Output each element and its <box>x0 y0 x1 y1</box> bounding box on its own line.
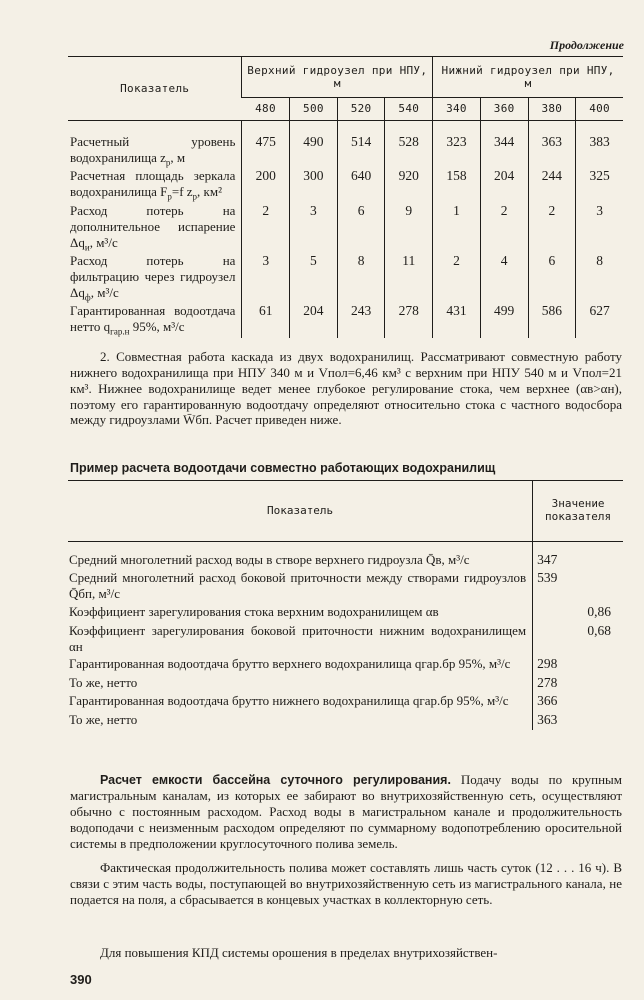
npu-value: 360 <box>480 98 528 121</box>
table-row <box>68 622 623 656</box>
row-label: Средний многолетний расход воды в створе верхнего гидроузла Q̄в, м³/с <box>69 552 470 567</box>
table-row <box>68 674 623 692</box>
row-label: Коэффициент зарегулирования стока верхним водохранилищем αв <box>69 604 439 620</box>
cell-value: 2 <box>242 203 290 253</box>
cell-value: 640 <box>337 168 385 202</box>
paragraph-cascade: 2. Совместная работа каскада из двух водохранилищ. Рассматривают совместную работу нижнего водохранилища при НПУ 340 м и Vпол=6,46 км³ с верхним при НПУ 540 м и Vпол=21 км³. Нижнее водохранилище ведет менее глубокое регулирование стока, чем верхнее (αв>αн), поэтому его гарантированную водоотдачу определяют относительно стока с частного водосбора между гидроузлами W̄бп. Расчет приведен ниже. <box>70 349 622 428</box>
cell-value: 11 <box>385 253 433 303</box>
table-row <box>68 603 623 621</box>
table2-header-value: Значение показателя <box>533 481 623 542</box>
cell-value: 8 <box>337 253 385 303</box>
cell-value: 1 <box>433 203 481 253</box>
table-row <box>68 121 623 169</box>
row-label: То же, нетто <box>69 674 138 690</box>
cell-value: 586 <box>528 303 576 337</box>
table-row <box>68 203 623 253</box>
row-value: 366 <box>533 692 623 710</box>
cell-value: 2 <box>528 203 576 253</box>
row-label: Гарантированная водоотдача нетто $q_{гар.н}$ 95%, м³/с <box>70 303 236 337</box>
cell-value: 158 <box>433 168 481 202</box>
table-row <box>68 569 623 603</box>
row-label: Гарантированная водоотдача брутто нижнего водохранилища qгар.бр 95%, м³/с <box>69 693 509 709</box>
cell-value: 6 <box>337 203 385 253</box>
table-row <box>68 542 623 570</box>
row-label: Гарантированная водоотдача брутто верхнего водохранилища qгар.бр 95%, м³/с <box>69 656 511 672</box>
cell-value: 499 <box>480 303 528 337</box>
cell-value: 323 <box>433 121 481 169</box>
row-value: 347 <box>533 542 623 570</box>
cell-value: 3 <box>290 203 338 253</box>
npu-value: 540 <box>385 98 433 121</box>
cell-value: 344 <box>480 121 528 169</box>
table-row <box>68 711 623 730</box>
npu-value: 380 <box>528 98 576 121</box>
row-value: 539 <box>533 569 623 603</box>
cell-value: 244 <box>528 168 576 202</box>
cell-value: 4 <box>480 253 528 303</box>
table-row <box>68 692 623 710</box>
cell-value: 2 <box>433 253 481 303</box>
cell-value: 3 <box>576 203 623 253</box>
row-label: Расчетный уровень водохранилища $z_р$, м <box>70 134 236 168</box>
cell-value: 243 <box>337 303 385 337</box>
cell-value: 325 <box>576 168 623 202</box>
row-label: То же, нетто <box>69 711 138 727</box>
cell-value: 627 <box>576 303 623 337</box>
table2-header-indicator: Показатель <box>68 481 533 542</box>
paragraph-daily-basin <box>70 772 622 852</box>
yield-table <box>68 480 623 730</box>
cell-value: 475 <box>242 121 290 169</box>
cell-value: 3 <box>242 253 290 303</box>
table-row <box>68 168 623 202</box>
table-row <box>68 655 623 673</box>
npu-value: 400 <box>576 98 623 121</box>
row-value: 0,68 <box>533 622 623 656</box>
npu-value: 480 <box>242 98 290 121</box>
cell-value: 920 <box>385 168 433 202</box>
row-label: Расход потерь на дополнительное испарение $\Delta q_и$, м³/с <box>70 202 236 253</box>
cell-value: 278 <box>385 303 433 337</box>
paragraph-irrigation-duration: Фактическая продолжительность полива может составлять лишь часть суток (12 . . . 16 ч). В связи с этим часть воды, поступающей во внутрихозяйственную сеть из магистрального канала, не подается на поля, а сбрасывается в концевых участках в коллекторную сеть. <box>70 860 622 907</box>
page-number: 390 <box>70 972 92 987</box>
table1-header-indicator: Показатель <box>68 57 242 121</box>
row-label: Коэффициент зарегулирования боковой приточности нижним водохранилищем αн <box>69 622 527 654</box>
table1-header-upper: Верхний гидроузел при НПУ, м <box>242 57 433 98</box>
paragraph-efficiency: Для повышения КПД системы орошения в пределах внутрихозяйствен- <box>100 945 498 960</box>
cell-value: 8 <box>576 253 623 303</box>
row-value: 363 <box>533 711 623 730</box>
row-label: Расчетная площадь зеркала водохранилища $F_р=f$ $z_р$, км² <box>70 168 236 202</box>
cell-value: 300 <box>290 168 338 202</box>
row-label: Расход потерь на фильтрацию через гидроузел $\Delta q_ф$, м³/с <box>70 253 236 303</box>
cell-value: 6 <box>528 253 576 303</box>
table2-title: Пример расчета водоотдачи совместно работающих водохранилищ <box>70 461 496 475</box>
cell-value: 61 <box>242 303 290 337</box>
cell-value: 383 <box>576 121 623 169</box>
cell-value: 200 <box>242 168 290 202</box>
npu-value: 520 <box>337 98 385 121</box>
npu-value: 500 <box>290 98 338 121</box>
row-value: 278 <box>533 674 623 692</box>
cell-value: 514 <box>337 121 385 169</box>
table-row <box>68 253 623 303</box>
paragraph-daily-basin-text: Подачу воды по крупным магистральным каналам, из которых ее забирают во внутрихозяйственную сеть, осуществляют обычно с постоянным расходом. Расход воды в магистральном канале и продолжительность водоподачи с неизменным расходом определяют по суммарному водопотреблению оросительной системы в предположении круглосуточного полива земель. <box>70 772 622 851</box>
cell-value: 204 <box>480 168 528 202</box>
row-label: Средний многолетний расход боковой приточности между створами гидроузлов Q̄бп, м³/с <box>69 570 527 602</box>
table-row <box>68 303 623 337</box>
row-value: 298 <box>533 655 623 673</box>
cell-value: 2 <box>480 203 528 253</box>
row-value: 0,86 <box>533 603 623 621</box>
table1-header-lower: Нижний гидроузел при НПУ, м <box>433 57 623 98</box>
paragraph-daily-basin-heading: Расчет емкости бассейна суточного регулирования. <box>100 773 451 787</box>
cell-value: 363 <box>528 121 576 169</box>
cell-value: 431 <box>433 303 481 337</box>
cell-value: 5 <box>290 253 338 303</box>
cell-value: 9 <box>385 203 433 253</box>
losses-table <box>68 56 623 338</box>
cell-value: 528 <box>385 121 433 169</box>
continued-label: Продолжение <box>549 38 624 52</box>
npu-value: 340 <box>433 98 481 121</box>
cell-value: 204 <box>290 303 338 337</box>
cell-value: 490 <box>290 121 338 169</box>
